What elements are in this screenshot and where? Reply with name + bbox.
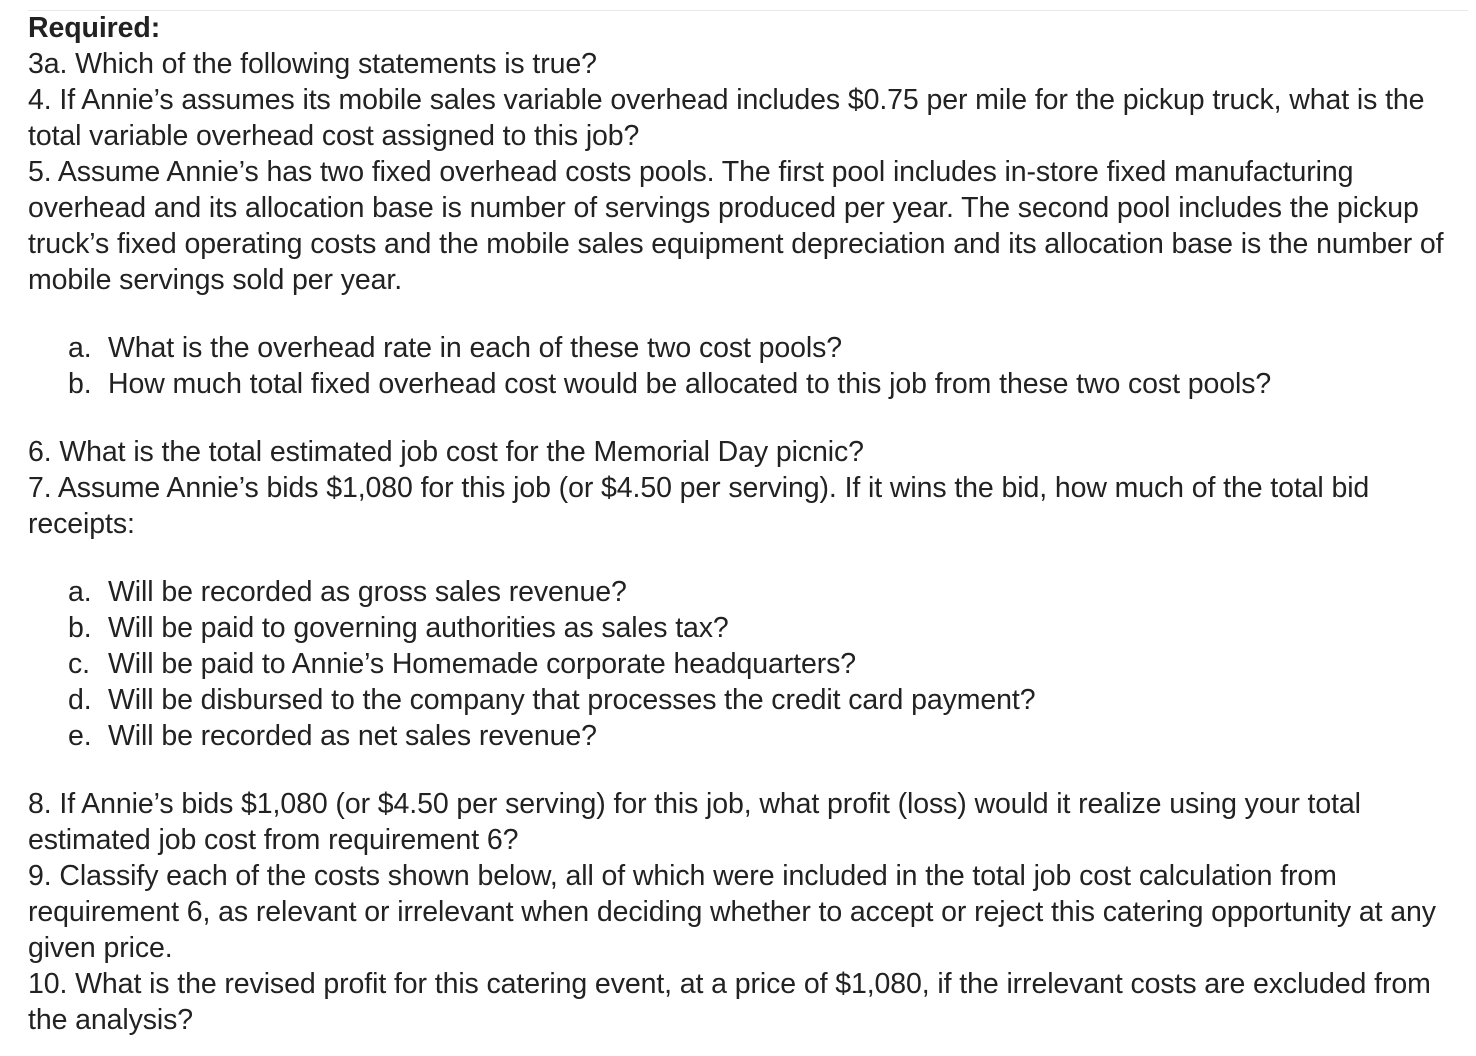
- question-5-item-b: [68, 366, 1458, 402]
- question-9: 9. Classify each of the costs shown below, all of which were included in the total job cost calculation from requirement 6, as relevant or irrelevant when deciding whether to accept or reject this catering opportunity at any given price.: [28, 860, 1436, 964]
- list-marker: b.: [68, 612, 92, 644]
- question-6: 6. What is the total estimated job cost for the Memorial Day picnic?: [28, 436, 864, 468]
- question-7-item-b: [68, 610, 1458, 646]
- section-heading: Required:: [28, 12, 161, 44]
- list-marker: a.: [68, 332, 92, 364]
- question-5-item-a: [68, 330, 1458, 366]
- question-10: 10. What is the revised profit for this catering event, at a price of $1,080, if the irrelevant costs are excluded from the analysis?: [28, 968, 1431, 1036]
- question-7-item-c: [68, 646, 1458, 682]
- question-7-sublist: [28, 574, 1458, 754]
- question-5: 5. Assume Annie’s has two fixed overhead costs pools. The first pool includes in-store fixed manufacturing overhead and its allocation base is number of servings produced per year. The second pool includes the pickup truck’s fixed operating costs and the mobile sales equipment depreciation and its allocation base is the number of mobile servings sold per year.: [28, 156, 1444, 296]
- list-marker: b.: [68, 368, 92, 400]
- list-marker: c.: [68, 648, 90, 680]
- question-7-item-a: [68, 574, 1458, 610]
- list-marker: e.: [68, 720, 92, 752]
- question-7: 7. Assume Annie’s bids $1,080 for this job (or $4.50 per serving). If it wins the bid, how much of the total bid receipts:: [28, 472, 1370, 540]
- list-item-text: How much total fixed overhead cost would be allocated to this job from these two cost pools?: [108, 368, 1272, 400]
- list-item-text: Will be disbursed to the company that processes the credit card payment?: [108, 684, 1036, 716]
- list-item-text: Will be paid to governing authorities as sales tax?: [108, 612, 729, 644]
- list-marker: a.: [68, 576, 92, 608]
- list-item-text: Will be recorded as net sales revenue?: [108, 720, 597, 752]
- list-item-text: What is the overhead rate in each of these two cost pools?: [108, 332, 843, 364]
- question-4: 4. If Annie’s assumes its mobile sales variable overhead includes $0.75 per mile for the pickup truck, what is the total variable overhead cost assigned to this job?: [28, 84, 1425, 152]
- required-section: [28, 10, 1458, 1038]
- list-item-text: Will be recorded as gross sales revenue?: [108, 576, 627, 608]
- list-marker: d.: [68, 684, 92, 716]
- question-7-item-d: [68, 682, 1458, 718]
- question-5-sublist: [28, 330, 1458, 402]
- question-3a: 3a. Which of the following statements is true?: [28, 48, 597, 80]
- question-7-item-e: [68, 718, 1458, 754]
- question-8: 8. If Annie’s bids $1,080 (or $4.50 per serving) for this job, what profit (loss) would it realize using your total estimated job cost from requirement 6?: [28, 788, 1361, 856]
- list-item-text: Will be paid to Annie’s Homemade corporate headquarters?: [108, 648, 856, 680]
